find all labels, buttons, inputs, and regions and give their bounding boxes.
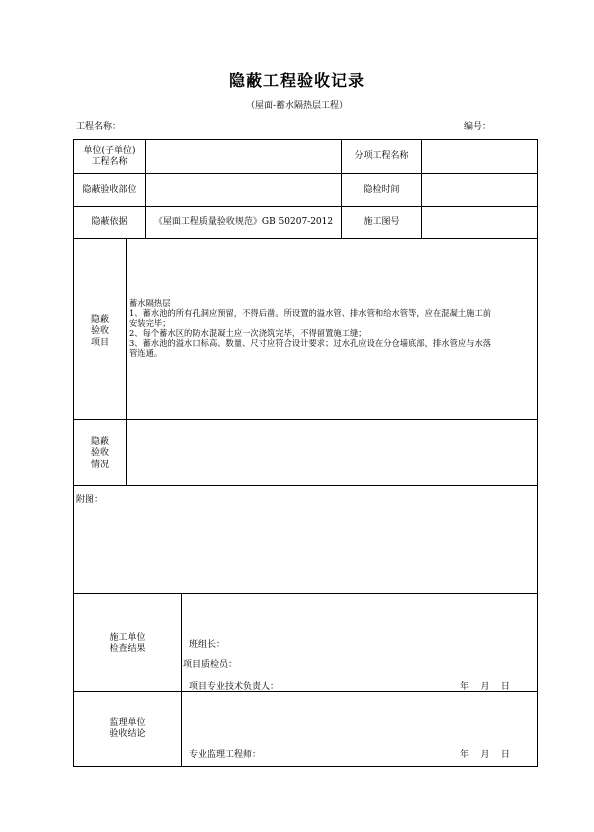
tech-leader-label: 项目专业技术负责人： bbox=[189, 682, 280, 692]
inspection-time-label: 隐检时间 bbox=[363, 184, 400, 195]
items-line-2: 1、蓄水池的所有孔洞应预留，不得后凿。所设置的溢水管、排水管和给水管等，应在混凝土施工前 bbox=[129, 307, 492, 318]
basis-label: 隐蔽依据 bbox=[91, 217, 128, 228]
inspection-part-label: 隐蔽验收部位 bbox=[82, 184, 137, 195]
items-label bbox=[73, 315, 127, 349]
team-leader-label: 班组长： bbox=[189, 640, 226, 650]
supervision-label-line1: 监理单位 bbox=[109, 718, 146, 728]
items-label-line1: 隐蔽 bbox=[90, 315, 109, 325]
project-name-label: 工程名称： bbox=[76, 122, 122, 132]
items-content bbox=[129, 299, 491, 359]
serial-no-label: 编号： bbox=[464, 122, 492, 132]
items-label-line3: 项目 bbox=[90, 337, 109, 348]
unit-name-label-line2: 工程名称 bbox=[91, 156, 128, 167]
attachment-label: 附图： bbox=[76, 495, 104, 505]
items-line-5: 3、蓄水池的溢水口标高、数量、尺寸应符合设计要求；过水孔应设在分仓墙底部，排水管应与水落 bbox=[129, 337, 492, 348]
supervision-date: 年 月 日 bbox=[460, 750, 510, 760]
construction-label bbox=[74, 633, 181, 656]
supervision-label-line2: 验收结论 bbox=[109, 729, 146, 740]
construction-label-line2: 检查结果 bbox=[109, 644, 146, 655]
page-subtitle: （屋面-蓄水隔热层工程） bbox=[245, 101, 349, 111]
construction-date: 年 月 日 bbox=[460, 682, 510, 692]
quality-inspector-label: 项目质检员： bbox=[183, 660, 238, 670]
items-line-1: 蓄水隔热层 bbox=[129, 298, 171, 308]
basis-value: 《屋面工程质量验收规范》GB 50207-2012 bbox=[153, 217, 334, 228]
status-label bbox=[73, 437, 127, 471]
items-line-6: 管连通。 bbox=[129, 347, 163, 358]
construction-label-line1: 施工单位 bbox=[109, 633, 146, 643]
unit-name-label-line1: 单位(子单位) bbox=[83, 145, 136, 156]
status-label-line1: 隐蔽 bbox=[90, 437, 109, 447]
status-label-line3: 情况 bbox=[90, 459, 109, 470]
supervision-label bbox=[74, 718, 181, 741]
items-line-3: 安装完毕； bbox=[129, 317, 171, 328]
status-label-line2: 验收 bbox=[90, 448, 109, 459]
items-label-line2: 验收 bbox=[90, 326, 109, 337]
sub-project-label: 分项工程名称 bbox=[354, 151, 409, 162]
unit-name-label bbox=[74, 140, 145, 173]
items-line-4: 2、每个蓄水区的防水混凝土应一次浇筑完毕，不得留置施工缝； bbox=[129, 327, 367, 338]
drawing-no-label: 施工图号 bbox=[363, 217, 400, 228]
page-title: 隐蔽工程验收记录 bbox=[228, 71, 365, 90]
supervision-engineer-label: 专业监理工程师： bbox=[189, 750, 262, 760]
